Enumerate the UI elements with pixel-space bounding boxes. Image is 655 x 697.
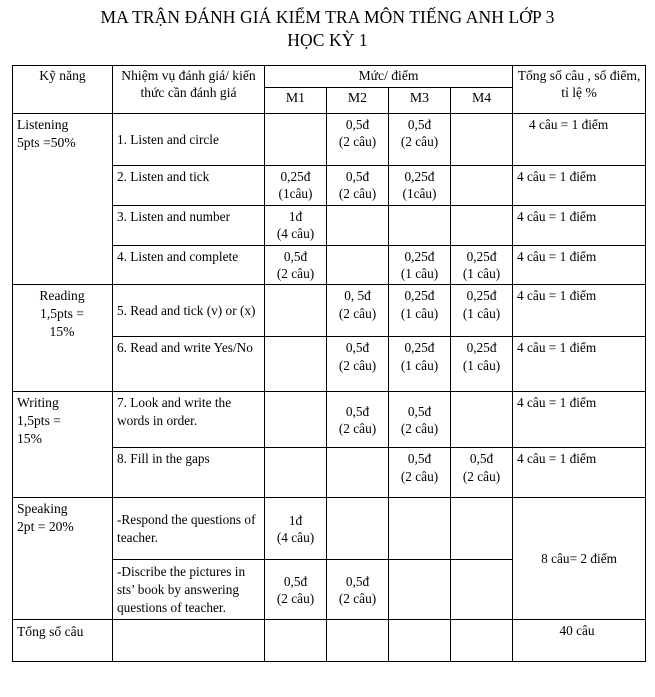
skill-label-reading xyxy=(13,285,113,392)
score-count: (4 câu) xyxy=(276,226,315,242)
score-m4 xyxy=(451,448,513,498)
score-count: (2 câu) xyxy=(400,468,439,484)
score-m1 xyxy=(265,498,327,560)
skill-name: Reading xyxy=(39,288,85,304)
score-count: (2 câu) xyxy=(400,420,439,436)
total-cell: 4 câu = 1 điểm xyxy=(513,206,646,246)
score-m4 xyxy=(451,206,513,246)
skill-name: Speaking xyxy=(17,501,68,517)
table-row xyxy=(13,498,646,560)
score-m2 xyxy=(327,245,389,285)
page-title-line-2: HỌC KỲ 1 xyxy=(287,30,368,51)
score-count: (1câu) xyxy=(278,186,313,202)
score-m4 xyxy=(451,560,513,620)
score-count: (2 câu) xyxy=(338,305,377,321)
header-level-m1: M1 xyxy=(265,88,327,114)
score-value: 0,25đ xyxy=(404,288,435,304)
score-m4 xyxy=(451,166,513,206)
skill-weight: 1,5pts = xyxy=(40,305,84,321)
score-value: 0,25đ xyxy=(466,340,497,356)
footer-m3 xyxy=(389,620,451,662)
header-levels-group: Mức/ điểm xyxy=(265,66,513,88)
skill-label-writing xyxy=(13,392,113,498)
table-body xyxy=(13,114,646,662)
score-m3 xyxy=(389,392,451,448)
skill-weight: 5pts =50% xyxy=(17,134,76,150)
score-m3 xyxy=(389,206,451,246)
header-skill: Kỹ năng xyxy=(13,66,113,114)
skill-percent: 15% xyxy=(17,430,42,446)
score-count: (2 câu) xyxy=(338,186,377,202)
score-count: (2 câu) xyxy=(462,468,501,484)
total-cell: 4 câu = 1 điểm xyxy=(513,337,646,392)
score-value: 0,5đ xyxy=(345,117,370,133)
header-task: Nhiệm vụ đánh giá/ kiến thức cần đánh giá xyxy=(113,66,265,114)
score-count: (4 câu) xyxy=(276,529,315,545)
task-cell: -Discribe the pictures in sts’ book by answering questions of teacher. xyxy=(113,560,265,620)
score-m1 xyxy=(265,337,327,392)
page-title xyxy=(0,0,655,52)
header-level-m4: M4 xyxy=(451,88,513,114)
score-m2 xyxy=(327,206,389,246)
score-count: (1 câu) xyxy=(462,305,501,321)
table-row xyxy=(13,392,646,448)
score-value: 0,5đ xyxy=(345,403,370,419)
skill-label-listening xyxy=(13,114,113,285)
score-m4 xyxy=(451,285,513,337)
task-cell: 2. Listen and tick xyxy=(113,166,265,206)
header-level-m3: M3 xyxy=(389,88,451,114)
task-cell: 4. Listen and complete xyxy=(113,245,265,285)
total-cell-speaking: 8 câu= 2 điểm xyxy=(513,498,646,620)
score-value: 0,5đ xyxy=(407,403,432,419)
score-m4 xyxy=(451,337,513,392)
score-value: 0,5đ xyxy=(469,451,494,467)
score-count: (1 câu) xyxy=(400,357,439,373)
score-m3 xyxy=(389,560,451,620)
score-m4 xyxy=(451,114,513,166)
score-value: 0,25đ xyxy=(404,248,435,264)
total-cell: 4 câu = 1 điểm xyxy=(513,392,646,448)
total-cell: 4 câu = 1 điểm xyxy=(513,114,646,166)
table-header-row-1 xyxy=(13,66,646,88)
score-m2 xyxy=(327,392,389,448)
score-m1 xyxy=(265,392,327,448)
task-cell: 6. Read and write Yes/No xyxy=(113,337,265,392)
table-row xyxy=(13,285,646,337)
table-row xyxy=(13,114,646,166)
header-total: Tổng số câu , số điểm, tỉ lệ % xyxy=(513,66,646,114)
score-m1 xyxy=(265,448,327,498)
score-m2 xyxy=(327,560,389,620)
score-m3 xyxy=(389,245,451,285)
score-value: 0,5đ xyxy=(407,451,432,467)
total-cell: 4 câu = 1 điểm xyxy=(513,245,646,285)
score-m3 xyxy=(389,337,451,392)
score-value: 0,5đ xyxy=(283,248,308,264)
task-cell: 3. Listen and number xyxy=(113,206,265,246)
score-value: 0,5đ xyxy=(345,340,370,356)
footer-task xyxy=(113,620,265,662)
total-cell: 4 câu = 1 điểm xyxy=(513,448,646,498)
score-m4 xyxy=(451,498,513,560)
score-value: 0,25đ xyxy=(404,340,435,356)
score-m3 xyxy=(389,498,451,560)
score-m4 xyxy=(451,392,513,448)
score-count: (1 câu) xyxy=(400,305,439,321)
footer-m1 xyxy=(265,620,327,662)
score-m3 xyxy=(389,285,451,337)
score-value: 0,5đ xyxy=(283,573,308,589)
score-m1 xyxy=(265,245,327,285)
score-count: (2 câu) xyxy=(338,590,377,606)
skill-name: Listening xyxy=(17,117,69,133)
score-value: 0,25đ xyxy=(404,169,435,185)
score-m4 xyxy=(451,245,513,285)
score-m3 xyxy=(389,166,451,206)
score-value: 0,5đ xyxy=(407,117,432,133)
table-footer-row xyxy=(13,620,646,662)
score-value: 1đ xyxy=(288,512,303,528)
score-m1 xyxy=(265,114,327,166)
score-m2 xyxy=(327,166,389,206)
score-count: (2 câu) xyxy=(276,266,315,282)
skill-weight: 2pt = 20% xyxy=(17,518,74,534)
assessment-matrix-container xyxy=(0,52,655,662)
score-count: (1câu) xyxy=(402,186,437,202)
score-value: 1đ xyxy=(288,209,303,225)
score-m2 xyxy=(327,337,389,392)
score-count: (1 câu) xyxy=(462,357,501,373)
table-header xyxy=(13,66,646,114)
score-m3 xyxy=(389,114,451,166)
score-m1 xyxy=(265,166,327,206)
score-m2 xyxy=(327,498,389,560)
score-count: (2 câu) xyxy=(400,134,439,150)
score-count: (2 câu) xyxy=(276,590,315,606)
page-title-line-1: MA TRẬN ĐÁNH GIÁ KIỂM TRA MÔN TIẾNG ANH LỚP 3 xyxy=(100,7,555,27)
skill-weight: 1,5pts = xyxy=(17,412,61,428)
score-value: 0,5đ xyxy=(345,573,370,589)
score-count: (2 câu) xyxy=(338,357,377,373)
header-level-m2: M2 xyxy=(327,88,389,114)
assessment-matrix-table xyxy=(12,65,646,662)
score-value: 0, 5đ xyxy=(344,288,371,304)
score-m3 xyxy=(389,448,451,498)
score-value: 0,25đ xyxy=(280,169,311,185)
score-m2 xyxy=(327,448,389,498)
score-count: (1 câu) xyxy=(400,266,439,282)
skill-percent: 15% xyxy=(49,323,75,339)
total-cell: 4 câu = 1 điểm xyxy=(513,166,646,206)
score-m2 xyxy=(327,114,389,166)
score-value: 0,5đ xyxy=(345,169,370,185)
score-count: (2 câu) xyxy=(338,420,377,436)
footer-label: Tổng số câu xyxy=(13,620,113,662)
total-cell: 4 câu = 1 điểm xyxy=(513,285,646,337)
score-value: 0,25đ xyxy=(466,288,497,304)
score-m1 xyxy=(265,285,327,337)
task-cell: -Respond the questions of teacher. xyxy=(113,498,265,560)
score-value: 0,25đ xyxy=(466,248,497,264)
task-cell: 5. Read and tick (v) or (x) xyxy=(113,285,265,337)
score-m2 xyxy=(327,285,389,337)
score-count: (1 câu) xyxy=(462,266,501,282)
footer-m4 xyxy=(451,620,513,662)
skill-name: Writing xyxy=(17,395,59,411)
task-cell: 1. Listen and circle xyxy=(113,114,265,166)
score-m1 xyxy=(265,560,327,620)
task-cell: 8. Fill in the gaps xyxy=(113,448,265,498)
footer-m2 xyxy=(327,620,389,662)
task-cell: 7. Look and write the words in order. xyxy=(113,392,265,448)
skill-label-speaking xyxy=(13,498,113,620)
score-count: (2 câu) xyxy=(338,134,377,150)
score-m1 xyxy=(265,206,327,246)
footer-total: 40 câu xyxy=(513,620,646,662)
